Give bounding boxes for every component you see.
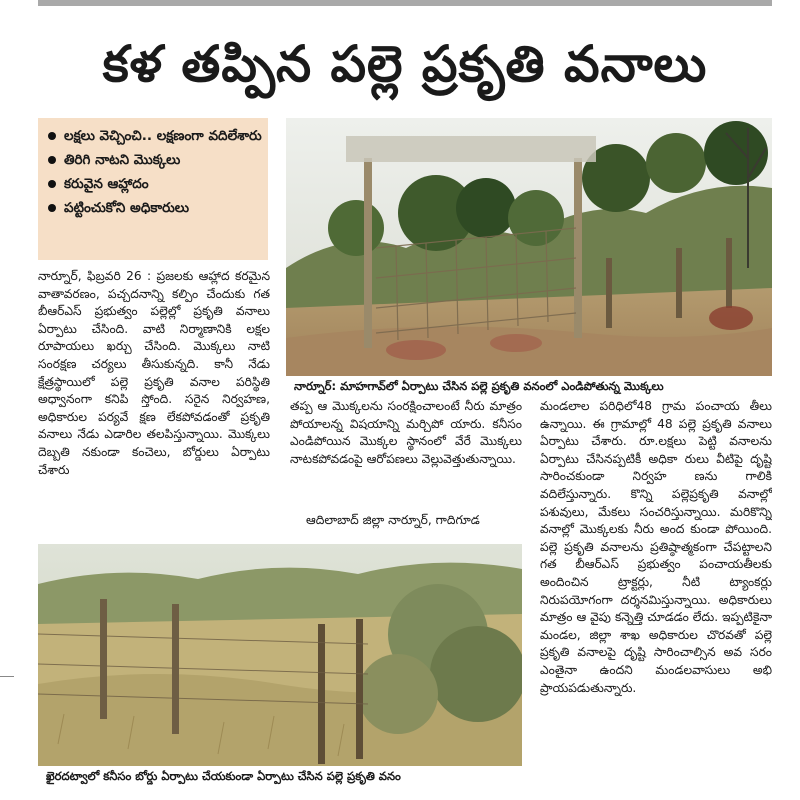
highlight-item (46, 174, 262, 194)
bullet-icon (48, 156, 56, 164)
photo-illustration (38, 544, 522, 766)
photo-forest-khairadatwa (38, 544, 522, 766)
column1-body: నార్నూర్‌, ఫిబ్రవరి 26 : ప్రజలకు ఆహ్లాద కరమైన వాతావరణం, పచ్చదనాన్ని కల్పిం చేందుకు గత బీఆర్‌ఎస్‌ ప్రభుత్వం పల్లెల్లో ప్రకృతి వనాలు ఏర్పాటు చేసింది. వాటి నిర్మాణానికి లక్షల రూపాయలు ఖర్చు చేసింది. మొక్కలు నాటి సంరక్షణ చర్యలు తీసుకున్నది. కానీ నేడు క్షేత్రస్థాయిలో పల్లె ప్రకృతి వనాల పరిస్థితి అధ్వానంగా కనిపి స్తోంది. సరైన నిర్వహణ, అధికారుల పర్యవే క్షణ లేకపోవడంతో ప్రకృతి వనాలు నేడు ఎడారిల తలపిస్తున్నాయి. మొక్కలు దెబ్బతి నకుండా కంచెలు, బోర్డులు ఏర్పాటు చేశారు (38, 269, 270, 477)
column2-dateline: ఆదిలాబాద్‌ జిల్లా నార్నూర్‌, గాదిగూడ (306, 513, 480, 527)
column3-body: మండలాల పరిధిలో48 గ్రామ పంచాయ తీలు ఉన్నాయి. ఈ గ్రామాల్లో 48 పల్లె ప్రకృతి వనాలు ఏర్పాటు చేశారు. రూ.లక్షలు పెట్టి వనాలను ఏర్పాటు చేసినప్పటికీ అధికా రులు వీటిపై దృష్టి సారించకుండా నిర్వహ ణను గాలికి వదిలేస్తున్నారు. కొన్ని పల్లెప్రకృతి వనాల్లో పశువులు, మేకలు సంచరిస్తున్నాయి. మరికొన్ని వనాల్లో మొక్కలకు నీరు అంద కుండా పోయింది. పల్లె ప్రకృతి వనాలను ప్రతిష్ఠాత్మకంగా చేపట్టాలని గత బీఆర్‌ఎస్‌ ప్రభుత్వం పంచాయతీలకు అందించిన ట్రాక్టర్లు, నీటి ట్యాంకర్లు నిరుపయోగంగా దర్శనమిస్తున్నాయి. అధికారులు మాత్రం ఆ వైపు కన్నెత్తి చూడడం లేదు. ఇప్పటికైనా మండల, జిల్లా శాఖ అధికారుల చొరవతో పల్లె ప్రకృతి వనాలపై దృష్టి సారించాల్సిన అవ సరం ఎంతైనా ఉందని మండలవాసులు అభి ప్రాయపడుతున్నారు. (540, 399, 772, 695)
highlight-item (46, 198, 262, 218)
highlights-box (38, 118, 268, 260)
column2-body: తప్ప ఆ మొక్కలను సంరక్షించాలంటే నీరు మాత్రం పోయాలన్న విషయాన్ని మర్చిపో యారు. కనీసం ఎండిపోయిన మొక్కల స్థానంలో వేరే మొక్కలు నాటకపోవడంపై ఆరోపణలు వెల్లువెత్తుతున్నాయి. (290, 399, 522, 466)
highlight-text: పట్టించుకోని అధికారులు (64, 200, 190, 216)
highlight-text: లక్షలు వెచ్చించి.. లక్షణంగా వదిలేశారు (64, 128, 262, 144)
headline: కళ తప్పిన పల్లె ప్రకృతి వనాలు (102, 35, 708, 93)
highlight-item (46, 126, 262, 146)
bullet-icon (48, 180, 56, 188)
bullet-icon (48, 204, 56, 212)
highlight-text: తిరిగి నాటని మొక్కలు (64, 152, 181, 168)
crop-mark (0, 676, 14, 677)
photo2-caption: ఖైరదట్వాలో కనీసం బోర్డు ఏర్పాటు చేయకుండా ఏర్పాటు చేసిన పల్లె ప్రకృతి వనం (46, 769, 401, 783)
bullet-icon (48, 132, 56, 140)
top-border-bar (38, 0, 772, 6)
photo-illustration (286, 118, 772, 376)
photo-dried-plants-mahagav (286, 118, 772, 376)
highlight-text: కరువైన ఆహ్లాదం (64, 176, 149, 192)
highlight-item (46, 150, 262, 170)
photo1-caption: నార్నూర్‌: మాహగావ్‌లో ఏర్పాటు చేసిన పల్లె ప్రకృతి వనంలో ఎండిపోతున్న మొక్కలు (294, 379, 664, 393)
